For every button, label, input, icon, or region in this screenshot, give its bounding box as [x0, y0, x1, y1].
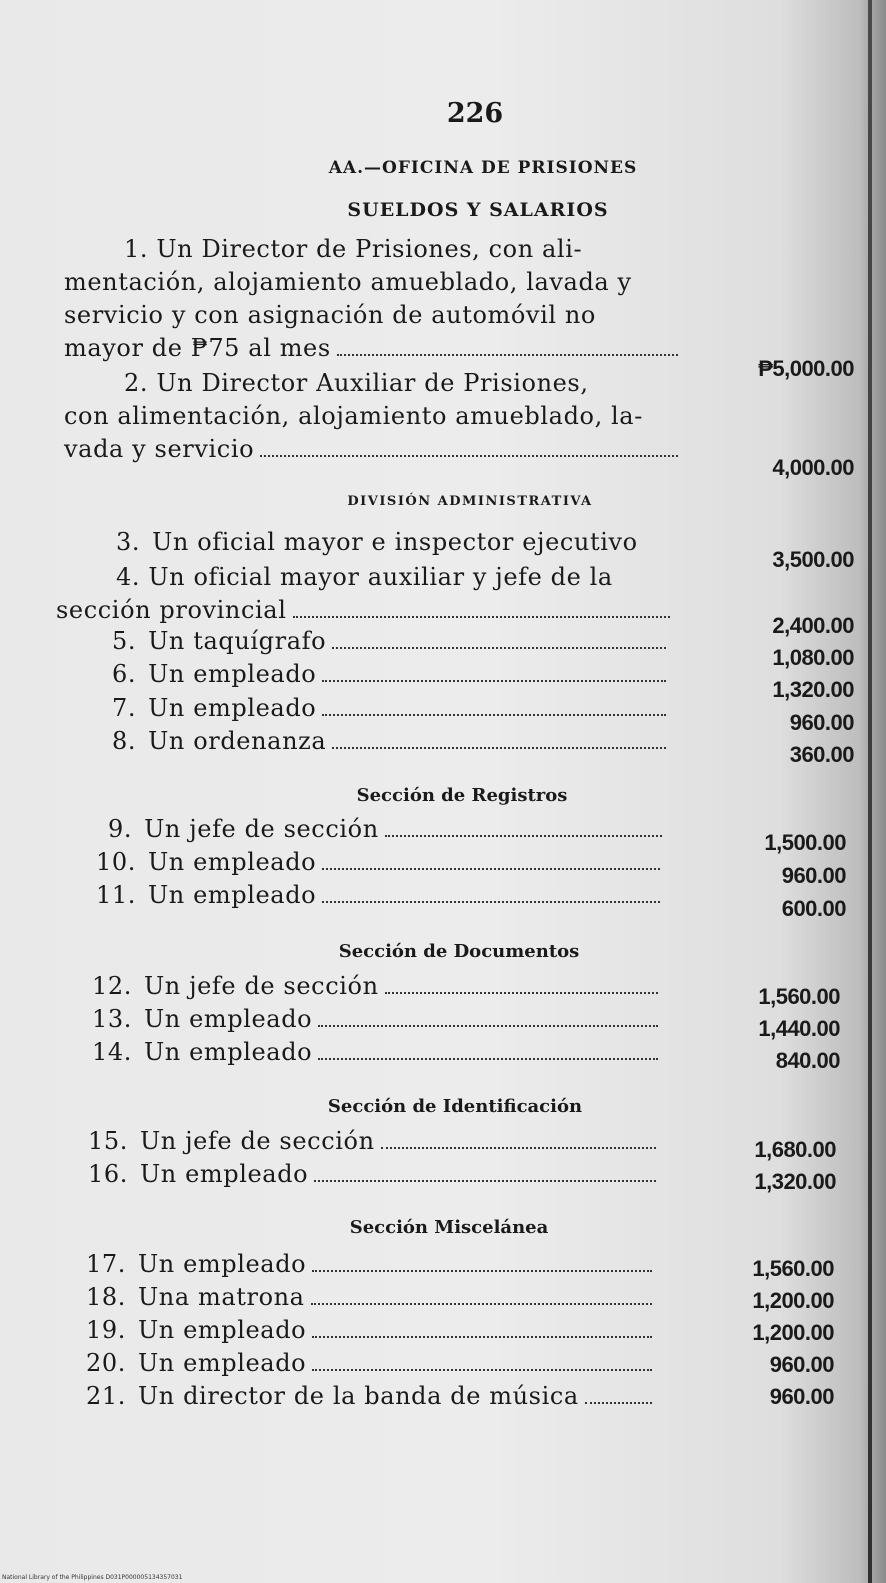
item-21	[86, 1382, 658, 1414]
item-1-line-3: servicio y con asignación de automóvil no	[64, 301, 596, 329]
leader-dots	[318, 1057, 658, 1060]
miscelanea-heading: Sección Miscelánea	[349, 1217, 549, 1238]
item-number: 16.	[88, 1160, 128, 1188]
item-2-paragraph	[64, 367, 684, 466]
item-19	[86, 1316, 658, 1348]
leader-dots	[322, 900, 660, 903]
item-2-line-1: 2. Un Director Auxiliar de Prisiones,	[124, 369, 589, 397]
item-15-amount: 1,680.00	[754, 1137, 836, 1162]
item-2-line-2: con alimentación, alojamiento amueblado, la-	[64, 402, 643, 430]
salaries-subtitle: SUELDOS Y SALARIOS	[347, 199, 609, 221]
item-13	[92, 1005, 664, 1037]
item-text: Un jefe de sección	[143, 972, 379, 1000]
item-2-line-3	[64, 433, 684, 466]
documentos-heading: Sección de Documentos	[338, 941, 580, 962]
item-number: 5.	[112, 627, 137, 655]
item-number: 11.	[96, 881, 136, 909]
item-11	[96, 881, 666, 913]
leader-dots	[385, 991, 658, 994]
library-footer: National Library of the Philippines D031P000005134357031	[2, 1574, 183, 1581]
item-number: 18.	[86, 1283, 126, 1311]
item-text: Un empleado	[143, 1038, 313, 1066]
leader-dots	[322, 713, 666, 716]
page-number: 226	[446, 98, 504, 129]
item-5-amount: 1,080.00	[772, 645, 854, 670]
item-text: Un empleado	[148, 660, 317, 688]
item-18	[86, 1283, 658, 1315]
item-text: Un empleado	[139, 1160, 309, 1188]
item-5	[112, 627, 672, 659]
leader-dots	[332, 746, 666, 749]
registros-heading: Sección de Registros	[356, 785, 568, 806]
item-6	[112, 660, 672, 692]
division-heading: DIVISIÓN ADMINISTRATIVA	[347, 494, 593, 509]
item-4-paragraph	[56, 561, 676, 627]
item-text: Un director de la banda de música	[137, 1382, 579, 1410]
item-number: 19.	[86, 1316, 126, 1344]
item-15	[88, 1127, 662, 1159]
item-number: 7.	[112, 694, 137, 722]
item-18-amount: 1,200.00	[752, 1288, 834, 1313]
item-number: 3.	[116, 528, 141, 556]
leader-dots	[311, 1302, 652, 1305]
item-14	[92, 1038, 664, 1070]
item-text: Un ordenanza	[148, 727, 327, 755]
item-number: 13.	[92, 1005, 132, 1033]
item-text: Un empleado	[143, 1005, 313, 1033]
item-13-amount: 1,440.00	[758, 1016, 840, 1041]
item-4-line-1: 4. Un oficial mayor auxiliar y jefe de la	[116, 563, 613, 591]
leader-dots	[337, 353, 678, 356]
item-2-amount: 4,000.00	[772, 455, 854, 480]
item-2-line-3-text: vada y servicio	[64, 435, 255, 463]
item-20-amount: 960.00	[769, 1352, 834, 1377]
item-1-line-2: mentación, alojamiento amueblado, lavada y	[64, 268, 632, 296]
leader-dots	[293, 615, 671, 618]
item-21-amount: 960.00	[769, 1384, 834, 1409]
item-4-line-2	[56, 594, 676, 627]
item-12-amount: 1,560.00	[758, 984, 840, 1009]
item-number: 15.	[88, 1127, 128, 1155]
leader-dots	[318, 1024, 658, 1027]
item-1-line-4-text: mayor de ₱75 al mes	[64, 334, 331, 362]
item-8	[112, 727, 672, 759]
item-8-amount: 360.00	[789, 742, 854, 767]
item-7	[112, 694, 672, 726]
item-9	[108, 815, 668, 847]
item-4-line-2-text: sección provincial	[56, 596, 287, 624]
item-text: Una matrona	[137, 1283, 305, 1311]
item-19-amount: 1,200.00	[752, 1320, 834, 1345]
item-number: 10.	[96, 848, 136, 876]
item-text: Un empleado	[148, 694, 317, 722]
item-number: 20.	[86, 1349, 126, 1377]
item-text: Un empleado	[137, 1349, 307, 1377]
leader-dots	[322, 867, 660, 870]
item-7-amount: 960.00	[789, 710, 854, 735]
item-9-amount: 1,500.00	[764, 830, 846, 855]
item-11-amount: 600.00	[781, 896, 846, 921]
item-10-amount: 960.00	[781, 863, 846, 888]
item-14-amount: 840.00	[775, 1048, 840, 1073]
leader-dots	[585, 1401, 652, 1404]
item-1-paragraph	[64, 233, 684, 365]
item-number: 12.	[92, 972, 132, 1000]
item-text: Un empleado	[147, 848, 317, 876]
item-17-amount: 1,560.00	[752, 1256, 834, 1281]
item-3-amount: 3,500.00	[772, 547, 854, 572]
item-number: 9.	[108, 815, 133, 843]
leader-dots	[322, 679, 666, 682]
item-1-line-4	[64, 332, 684, 365]
item-16	[88, 1160, 662, 1192]
item-text: Un empleado	[137, 1316, 307, 1344]
leader-dots	[312, 1269, 652, 1272]
item-20	[86, 1349, 658, 1381]
office-title: AA.—OFICINA DE PRISIONES	[328, 158, 638, 178]
item-number: 6.	[112, 660, 137, 688]
item-16-amount: 1,320.00	[754, 1169, 836, 1194]
leader-dots	[312, 1368, 652, 1371]
item-text: Un oficial mayor e inspector ejecutivo	[152, 528, 638, 556]
leader-dots	[385, 834, 662, 837]
item-10	[96, 848, 666, 880]
leader-dots	[260, 454, 678, 457]
item-6-amount: 1,320.00	[772, 677, 854, 702]
item-number: 17.	[86, 1250, 126, 1278]
item-12	[92, 972, 664, 1004]
identificacion-heading: Sección de Identificación	[327, 1096, 583, 1117]
item-text: Un jefe de sección	[144, 815, 379, 843]
item-number: 21.	[86, 1382, 126, 1410]
item-17	[86, 1250, 658, 1282]
item-3	[116, 528, 638, 560]
item-number: 14.	[92, 1038, 132, 1066]
item-text: Un empleado	[147, 881, 317, 909]
item-1-amount: ₱5,000.00	[758, 356, 854, 381]
item-text: Un taquígrafo	[148, 627, 327, 655]
item-text: Un empleado	[137, 1250, 307, 1278]
item-4-amount: 2,400.00	[772, 613, 854, 638]
leader-dots	[314, 1179, 656, 1182]
leader-dots	[312, 1335, 652, 1338]
item-text: Un jefe de sección	[139, 1127, 375, 1155]
leader-dots	[381, 1146, 656, 1149]
item-1-line-1: 1. Un Director de Prisiones, con ali-	[124, 235, 583, 263]
item-number: 8.	[112, 727, 137, 755]
leader-dots	[332, 646, 666, 649]
